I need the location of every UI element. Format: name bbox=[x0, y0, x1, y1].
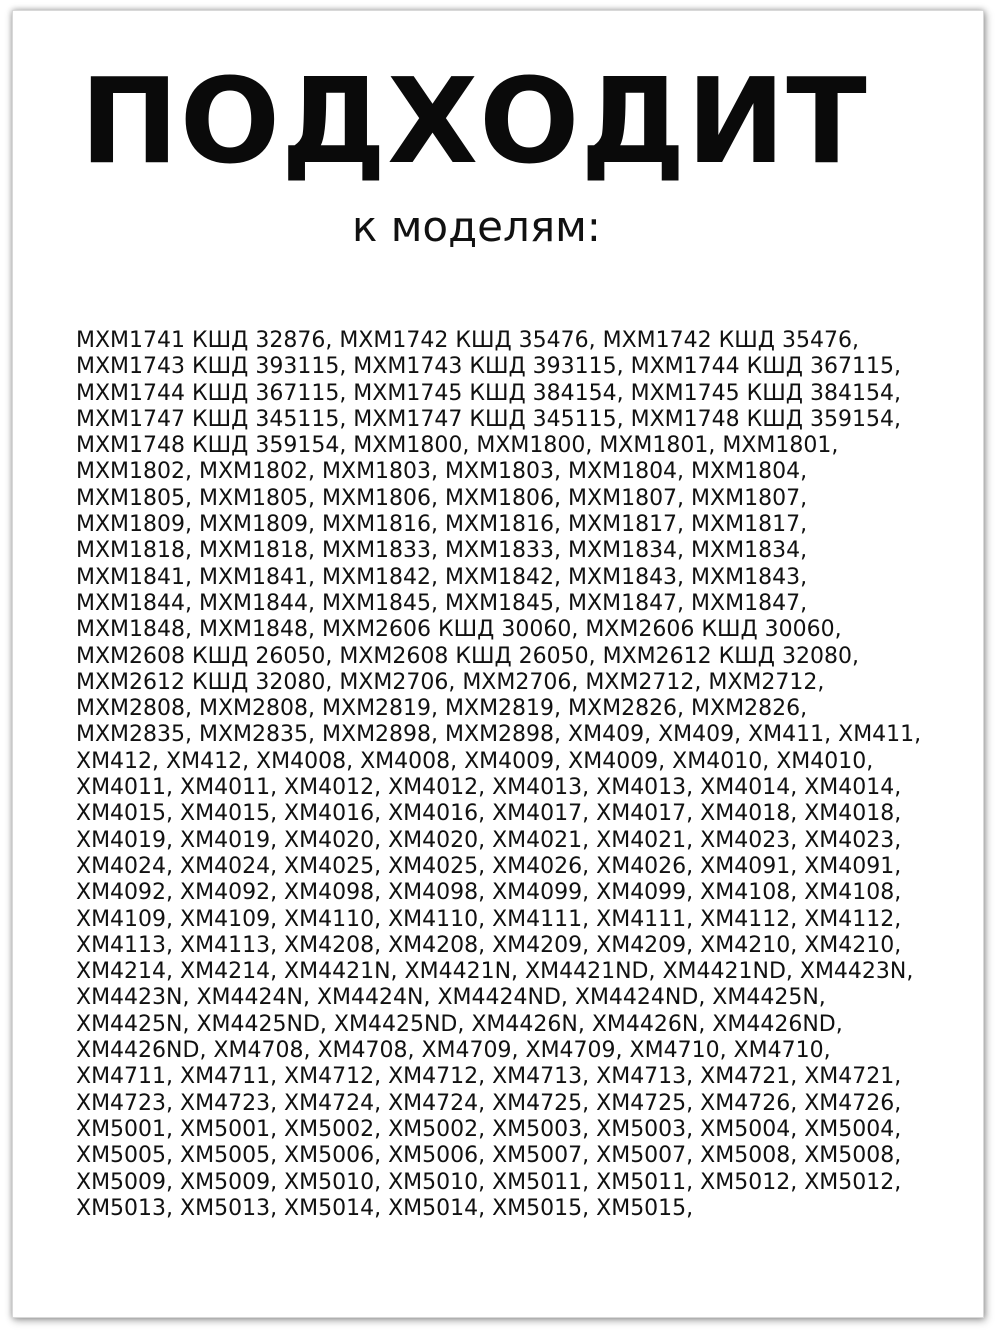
page-title: ПОДХОДИТ bbox=[80, 52, 868, 190]
page-subtitle: к моделям: bbox=[352, 202, 601, 251]
compatible-models-list: MXM1741 КШД 32876, MXM1742 КШД 35476, MXM1742 КШД 35476, MXM1743 КШД 393115, MXM1743 КШД 393115, MXM1744 КШД 367115, MXM1744 КШД 367115, MXM1745 КШД 384154, MXM1745 КШД 384154, MXM1747 КШД 345115, MXM1747 КШД 345115, MXM1748 КШД 359154, MXM1748 КШД 359154, MXM1800, MXM1800, MXM1801, MXM1801, MXM1802, MXM1802, MXM1803, MXM1803, MXM1804, MXM1804, MXM1805, MXM1805, MXM1806, MXM1806, MXM1807, MXM1807, MXM1809, MXM1809, MXM1816, MXM1816, MXM1817, MXM1817, MXM1818, MXM1818, MXM1833, MXM1833, MXM1834, MXM1834, MXM1841, MXM1841, MXM1842, MXM1842, MXM1843, MXM1843, MXM1844, MXM1844, MXM1845, MXM1845, MXM1847, MXM1847, MXM1848, MXM1848, MXM2606 КШД 30060, MXM2606 КШД 30060, MXM2608 КШД 26050, MXM2608 КШД 26050, MXM2612 КШД 32080, MXM2612 КШД 32080, MXM2706, MXM2706, MXM2712, MXM2712, MXM2808, MXM2808, MXM2819, MXM2819, MXM2826, MXM2826, MXM2835, MXM2835, MXM2898, MXM2898, XM409, XM409, XM411, XM411, XM412, XM412, XM4008, XM4008, XM4009, XM4009, XM4010, XM4010, XM4011, XM4011, XM4012, XM4012, XM4013, XM4013, XM4014, XM4014, XM4015, XM4015, XM4016, XM4016, XM4017, XM4017, XM4018, XM4018, XM4019, XM4019, XM4020, XM4020, XM4021, XM4021, XM4023, XM4023, XM4024, XM4024, XM4025, XM4025, XM4026, XM4026, XM4091, XM4091, XM4092, XM4092, XM4098, XM4098, XM4099, XM4099, XM4108, XM4108, XM4109, XM4109, XM4110, XM4110, XM4111, XM4111, XM4112, XM4112, XM4113, XM4113, XM4208, XM4208, XM4209, XM4209, XM4210, XM4210, XM4214, XM4214, XM4421N, XM4421N, XM4421ND, XM4421ND, XM4423N, XM4423N, XM4424N, XM4424N, XM4424ND, XM4424ND, XM4425N, XM4425N, XM4425ND, XM4425ND, XM4426N, XM4426N, XM4426ND, XM4426ND, XM4708, XM4708, XM4709, XM4709, XM4710, XM4710, XM4711, XM4711, XM4712, XM4712, XM4713, XM4713, XM4721, XM4721, XM4723, XM4723, XM4724, XM4724, XM4725, XM4725, XM4726, XM4726, XM5001, XM5001, XM5002, XM5002, XM5003, XM5003, XM5004, XM5004, XM5005, XM5005, XM5006, XM5006, XM5007, XM5007, XM5008, XM5008, XM5009, XM5009, XM5010, XM5010, XM5011, XM5011, XM5012, XM5012, XM5013, XM5013, XM5014, XM5014, XM5015, XM5015, bbox=[76, 328, 922, 1221]
